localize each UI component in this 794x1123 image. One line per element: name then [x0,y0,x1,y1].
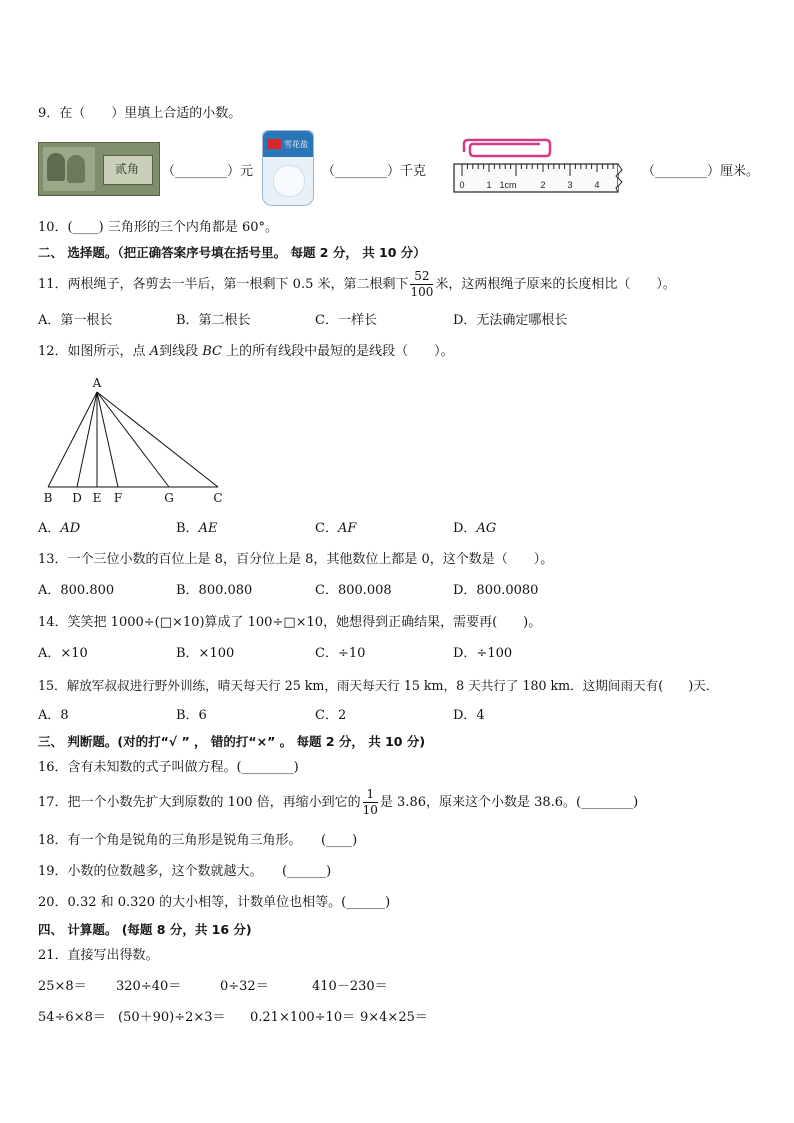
banknote-image [38,142,160,196]
q11-option-d[interactable]: D．无法确定哪根长 [453,313,568,328]
q15-option-a[interactable]: A．8 [38,708,69,723]
q17-text: 17．把一个小数先扩大到原数的 100 倍，再缩小到它的 $\frac{1}{10}$ 是 3.86，原来这个小数是 38.6。(________) [38,787,639,817]
calc-3: 0÷32＝ [220,979,269,994]
q16-text: 16．含有未知数的式子叫做方程。(________) [38,760,299,775]
label-d: D [72,491,82,505]
q15-option-c[interactable]: C．2 [315,708,347,723]
segment-ad [77,392,97,487]
q11-option-b[interactable]: B．第二根长 [176,313,251,328]
q15-option-b[interactable]: B．6 [176,708,207,723]
ruler-tick-1: 1 [486,180,492,190]
ruler-with-paperclip [450,138,626,198]
ruler-tick-1cm: 1cm [499,180,517,190]
q10-text: 10．(____) 三角形的三个内角都是 60°。 [38,220,278,235]
q13-option-b[interactable]: B．800.080 [176,583,253,598]
q14-option-b[interactable]: B．×100 [176,646,235,661]
q11-option-a[interactable]: A．第一根长 [38,313,113,328]
q11-option-c[interactable]: C．一样长 [315,313,377,328]
q13-option-c[interactable]: C．800.008 [315,583,392,598]
q9-text: 9．在（ ）里填上合适的小数。 [38,106,242,121]
calc-4: 410－230＝ [312,979,388,994]
label-a: A [92,376,102,390]
calc-6: (50＋90)÷2×3＝ [118,1010,226,1025]
label-g: G [164,491,174,505]
q14-option-d[interactable]: D．÷100 [453,646,513,661]
q15-text: 15．解放军叔叔进行野外训练，晴天每天行 25 km，雨天每天行 15 km，8 天共行了 180 km．这期间雨天有( )天． [38,678,719,693]
q14-option-a[interactable]: A．×10 [38,646,88,661]
q19-text: 19．小数的位数越多，这个数就越大。 (______) [38,864,332,879]
q11-text [38,267,676,303]
label-c: C [213,491,223,505]
calc-7: 0.21×100÷10＝ [250,1010,356,1025]
section-3-heading: 三、 判断题。(对的打“√ ” ， 错的打“×” 。 每题 2 分， 共 10 分) [38,734,426,749]
section-4-heading: 四、 计算题。 (每题 8 分，共 16 分) [38,922,252,937]
q11-fraction: $\frac{52}{100}$ [410,269,434,299]
q9-blank-yuan[interactable]: （________）元 [162,164,254,179]
q14-option-c[interactable]: C．÷10 [315,646,366,661]
q13-text: 13．一个三位小数的百位上是 8，百分位上是 8，其他数位上都是 0，这个数是（ ）。 [38,552,554,567]
triangle-diagram [38,372,238,508]
q12-option-c[interactable]: C．AF [315,521,357,536]
q20-text: 20．0.32 和 0.320 的大小相等，计数单位也相等。(______) [38,895,391,910]
q13-option-d[interactable]: D．800.0080 [453,583,539,598]
q14-text: 14．笑笑把 1000÷(□×10)算成了 100÷□×10，她想得到正确结果，需要再( )。 [38,615,542,630]
label-f: F [113,491,123,505]
segment-ab [48,392,97,487]
q9-blank-kg[interactable]: （________）千克 [322,164,427,179]
calc-1: 25×8＝ [38,979,87,994]
q12-option-d[interactable]: D．AG [453,521,497,536]
calc-8: 9×4×25＝ [360,1010,428,1025]
ruler-tick-4: 4 [594,180,600,190]
q9-blank-cm[interactable]: （________）厘米。 [642,164,760,179]
q12-option-b[interactable]: B．AE [176,521,218,536]
ruler-tick-0: 0 [459,180,465,190]
q12-option-a[interactable]: A．AD [38,521,81,536]
q18-text: 18．有一个角是锐角的三角形是锐角三角形。 (____) [38,833,358,848]
q21-text: 21．直接写出得数。 [38,948,159,963]
calc-5: 54÷6×8＝ [38,1010,106,1025]
paperclip-icon [464,140,550,156]
q11-after: 米，这两根绳子原来的长度相比（ ）。 [435,277,676,292]
q15-option-d[interactable]: D．4 [453,708,485,723]
banknote-text: 贰角 [114,162,139,176]
q12-text: 12．如图所示，点 A到线段 BC 上的所有线段中最短的是线段（ ）。 [38,344,454,359]
q13-option-a[interactable]: A．800.800 [38,583,115,598]
q11-before: 11．两根绳子，各剪去一半后，第一根剩下 0.5 米，第二根剩下 [38,277,409,292]
ruler-tick-3: 3 [567,180,573,190]
salt-bag-label: 雪花盐 [284,140,308,149]
q17-fraction: $\frac{1}{10}$ [362,787,378,817]
section-2-heading: 二、 选择题。（把正确答案序号填在括号里。 每题 2 分， 共 10 分） [38,245,426,260]
label-b: B [43,491,53,505]
ruler-tick-2: 2 [540,180,546,190]
salt-bag-image [262,130,314,206]
calc-2: 320÷40＝ [116,979,182,994]
label-e: E [92,491,102,505]
